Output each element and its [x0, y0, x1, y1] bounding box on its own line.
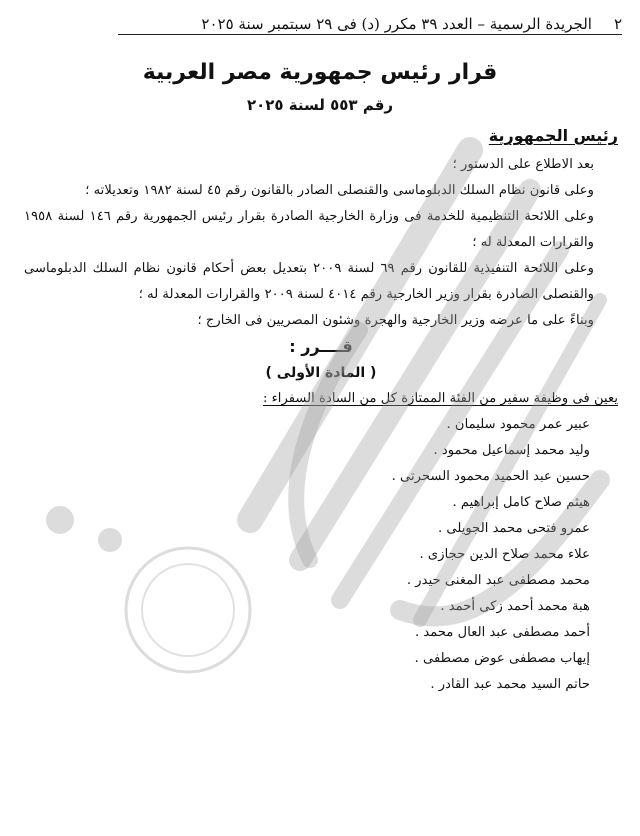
- list-item: حاتم السيد محمد عبد القادر .: [430, 677, 590, 692]
- list-item: وليد محمد إسماعيل محمود .: [433, 443, 590, 458]
- list-item: أحمد مصطفى عبد العال محمد .: [414, 625, 590, 640]
- list-item: عمرو فتحى محمد الجويلى .: [437, 521, 590, 536]
- page-header: [118, 14, 622, 35]
- list-item: إيهاب مصطفى عوض مصطفى .: [414, 651, 590, 666]
- preamble-clause: وعلى قانون نظام السلك الدبلوماسى والقنصلى الصادر بالقانون رقم ٤٥ لسنة ١٩٨٢ وتعديلاته ؛: [85, 183, 594, 198]
- decides-heading: قــــرر :: [289, 337, 353, 356]
- list-item: هيثم صلاح كامل إبراهيم .: [452, 495, 590, 510]
- preamble-clause: وبناءً على ما عرضه وزير الخارجية والهجرة وشئون المصريين فى الخارج ؛: [197, 313, 594, 328]
- appointment-text-underlined: يعين فى وظيفة سفير من الفئة الممتازة كل من السادة السفراء :: [262, 391, 618, 406]
- article-title: ( المادة الأولى ): [265, 365, 377, 381]
- preamble-clause: وعلى اللائحة التنفيذية للقانون رقم ٦٩ لسنة ٢٠٠٩ بتعديل بعض أحكام قانون نظام السلك الدبلوماسى والقنصلى الصادرة بقرار وزير الخارجية رقم ٤٠١٤ لسنة ٢٠٠٩ والقرارات المعدلة له ؛: [24, 261, 594, 302]
- list-item: علاء محمد صلاح الدين حجازى .: [419, 547, 590, 562]
- list-item: حسين عبد الحميد محمود السحرتى .: [391, 469, 590, 484]
- preamble-clause: وعلى اللائحة التنظيمية للخدمة فى وزارة الخارجية الصادرة بقرار رئيس الجمهورية رقم ١٤٦ لسنة ١٩٥٨ والقرارات المعدلة له ؛: [24, 209, 594, 250]
- gazette-issue-line: الجريدة الرسمية – العدد ٣٩ مكرر (د) فى ٢٩ سبتمبر سنة ٢٠٢٥: [201, 15, 592, 33]
- page-number: ٢: [613, 15, 622, 33]
- appointment-text: [24, 386, 618, 412]
- decree-title: قرار رئيس جمهورية مصر العربية: [142, 60, 498, 85]
- list-item: محمد مصطفى عبد المغنى حيدر .: [406, 573, 590, 588]
- list-item: هبة محمد أحمد زكى أحمد .: [440, 599, 590, 614]
- list-item: عبير عمر محمود سليمان .: [446, 417, 590, 432]
- decree-number: رقم ٥٥٣ لسنة ٢٠٢٥: [246, 96, 394, 114]
- issuer-heading: رئيس الجمهورية: [488, 126, 618, 145]
- appointees-list: [24, 412, 618, 698]
- decree-body: [24, 152, 618, 698]
- preamble-clause: بعد الاطلاع على الدستور ؛: [452, 157, 594, 172]
